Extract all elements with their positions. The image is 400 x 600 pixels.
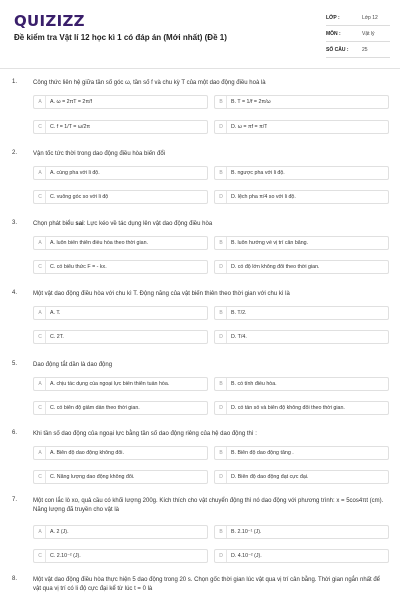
option-d[interactable] — [214, 549, 389, 563]
option-a[interactable] — [33, 166, 208, 180]
option-letter: A — [35, 526, 46, 538]
option-b[interactable] — [214, 236, 389, 250]
question-number: 8. — [12, 576, 18, 582]
option-b[interactable] — [214, 377, 389, 391]
option-letter: D — [216, 331, 227, 343]
option-letter: D — [216, 402, 227, 414]
option-text: A. Biên độ dao động không đổi. — [50, 450, 124, 456]
option-letter: A — [35, 237, 46, 249]
option-a[interactable] — [33, 95, 208, 109]
meta-label: MÔN : — [326, 30, 341, 37]
option-b[interactable] — [214, 525, 389, 539]
option-text: C. có biểu thức F = - kx. — [50, 264, 107, 270]
question-text: Một vật dao động điều hòa thực hiện 5 dao động trong 20 s. Chọn gốc thời gian lúc vật qua vị trí cân bằng. Thời gian ngắn nhất để vật qua vị trí có li độ cực đại kể từ lúc t = 0 là — [33, 577, 381, 592]
option-d[interactable] — [214, 190, 389, 204]
option-text: C. 2T. — [50, 334, 64, 340]
option-text: D. lệch pha π/4 so với li độ. — [231, 194, 296, 200]
question-number: 1. — [12, 79, 18, 85]
question-text: Một vật dao động điều hòa với chu kì T. Động năng của vật biến thiên theo thời gian với chu kì là — [33, 291, 290, 297]
question-text: Khi tần số dao động của ngoại lực bằng tần số dao động riêng của hệ dao động thì : — [33, 431, 257, 437]
option-b[interactable] — [214, 95, 389, 109]
option-letter: C — [35, 191, 46, 203]
option-text: A. ω = 2πT = 2π/f — [50, 99, 92, 105]
option-c[interactable] — [33, 120, 208, 134]
option-letter: C — [35, 261, 46, 273]
option-text: A. luôn biến thiên điều hòa theo thời gian. — [50, 240, 149, 246]
option-b[interactable] — [214, 166, 389, 180]
meta-value: Vật lý — [362, 30, 375, 37]
option-text: D. Biên độ dao động đạt cực đại. — [231, 474, 309, 480]
option-a[interactable] — [33, 236, 208, 250]
option-text: C. có biên độ giảm dần theo thời gian. — [50, 405, 140, 411]
quizizz-logo: QUIZIZZ — [14, 12, 85, 30]
header-divider — [0, 68, 400, 69]
option-text: A. 2 (J). — [50, 529, 69, 535]
option-text: B. có tính điều hòa. — [231, 381, 277, 387]
option-text: D. có tần số và biên độ không đổi theo thời gian. — [231, 405, 345, 411]
option-b[interactable] — [214, 446, 389, 460]
option-d[interactable] — [214, 330, 389, 344]
question-text: Vận tốc tức thời trong dao động điều hòa biến đổi — [33, 151, 166, 157]
option-letter: B — [216, 237, 227, 249]
option-letter: A — [35, 447, 46, 459]
question-text-rest: : Lực kéo về tác dụng lên vật dao động điều hòa — [83, 221, 213, 227]
question-text: Một con lắc lò xo, quả cầu có khối lượng 200g. Kích thích cho vật chuyển động thì nó dao động với phương trình: x = 5cos4πt (cm). Năng lượng đã truyền cho vật là — [33, 498, 384, 513]
option-text: C. f = 1/T = ω/2π — [50, 124, 91, 130]
question-text: Công thức liên hệ giữa tần số góc ω, tần số f và chu kỳ T của một dao động điều hoà là — [33, 80, 266, 86]
question-number: 2. — [12, 150, 18, 156]
option-text: B. T/2. — [231, 310, 247, 316]
option-letter: D — [216, 550, 227, 562]
option-text: D. có độ lớn không đổi theo thời gian. — [231, 264, 320, 270]
option-letter: B — [216, 96, 227, 108]
option-text: B. 2.10⁻¹ (J). — [231, 529, 262, 535]
option-text: D. 4.10⁻² (J). — [231, 553, 262, 559]
option-letter: D — [216, 471, 227, 483]
option-text: B. ngược pha với li độ. — [231, 170, 285, 176]
header — [0, 0, 400, 70]
meta-label: LỚP : — [326, 14, 340, 21]
option-text: C. Năng lượng dao động không đổi. — [50, 474, 135, 480]
option-letter: A — [35, 167, 46, 179]
option-letter: C — [35, 331, 46, 343]
option-a[interactable] — [33, 525, 208, 539]
question-number: 7. — [12, 497, 18, 503]
option-letter: A — [35, 378, 46, 390]
option-letter: A — [35, 96, 46, 108]
option-text: D. T/4. — [231, 334, 247, 340]
option-a[interactable] — [33, 306, 208, 320]
option-text: B. T = 1/f = 2π/ω — [231, 99, 271, 105]
option-c[interactable] — [33, 330, 208, 344]
option-d[interactable] — [214, 401, 389, 415]
option-text: A. T. — [50, 310, 61, 316]
option-text: D. ω = πf = π/T — [231, 124, 268, 130]
question-number: 3. — [12, 220, 18, 226]
option-letter: B — [216, 167, 227, 179]
option-text: A. chịu tác dụng của ngoại lực biến thiên tuần hòa. — [50, 381, 170, 387]
option-d[interactable] — [214, 120, 389, 134]
option-letter: A — [35, 307, 46, 319]
question-number: 6. — [12, 430, 18, 436]
option-text: B. luôn hướng về vị trí cân bằng. — [231, 240, 309, 246]
meta-table — [326, 10, 390, 58]
question-text — [33, 220, 388, 229]
option-c[interactable] — [33, 190, 208, 204]
option-a[interactable] — [33, 377, 208, 391]
option-a[interactable] — [33, 446, 208, 460]
option-text: C. 2.10⁻² (J). — [50, 553, 81, 559]
option-letter: B — [216, 526, 227, 538]
meta-row-subject — [326, 26, 390, 42]
option-letter: C — [35, 402, 46, 414]
option-letter: B — [216, 378, 227, 390]
option-d[interactable] — [214, 260, 389, 274]
question-text-prefix: Chọn phát biểu — [33, 221, 76, 227]
option-letter: D — [216, 121, 227, 133]
option-text: C. vuông góc so với li độ — [50, 194, 109, 200]
option-c[interactable] — [33, 549, 208, 563]
option-letter: B — [216, 307, 227, 319]
option-c[interactable] — [33, 260, 208, 274]
meta-row-count — [326, 42, 390, 58]
option-letter: D — [216, 261, 227, 273]
question-text-emphasis: sai — [75, 221, 84, 227]
option-letter: C — [35, 550, 46, 562]
meta-value: Lớp 12 — [362, 14, 378, 21]
option-c[interactable] — [33, 470, 208, 484]
option-letter: C — [35, 121, 46, 133]
option-text: B. Biên độ dao động tăng . — [231, 450, 294, 456]
option-letter: D — [216, 191, 227, 203]
option-text: A. cùng pha với li độ. — [50, 170, 100, 176]
option-c[interactable] — [33, 401, 208, 415]
meta-value: 25 — [362, 46, 368, 53]
question-number: 5. — [12, 361, 18, 367]
meta-row-class — [326, 10, 390, 26]
question-text: Dao động tắt dần là dao động — [33, 362, 113, 368]
option-b[interactable] — [214, 306, 389, 320]
option-letter: C — [35, 471, 46, 483]
meta-label: SỐ CÂU : — [326, 46, 349, 53]
question-number: 4. — [12, 290, 18, 296]
document-title: Đề kiểm tra Vật lí 12 học kì 1 có đáp án (Mới nhất) (Đề 1) — [14, 33, 227, 42]
option-d[interactable] — [214, 470, 389, 484]
option-letter: B — [216, 447, 227, 459]
